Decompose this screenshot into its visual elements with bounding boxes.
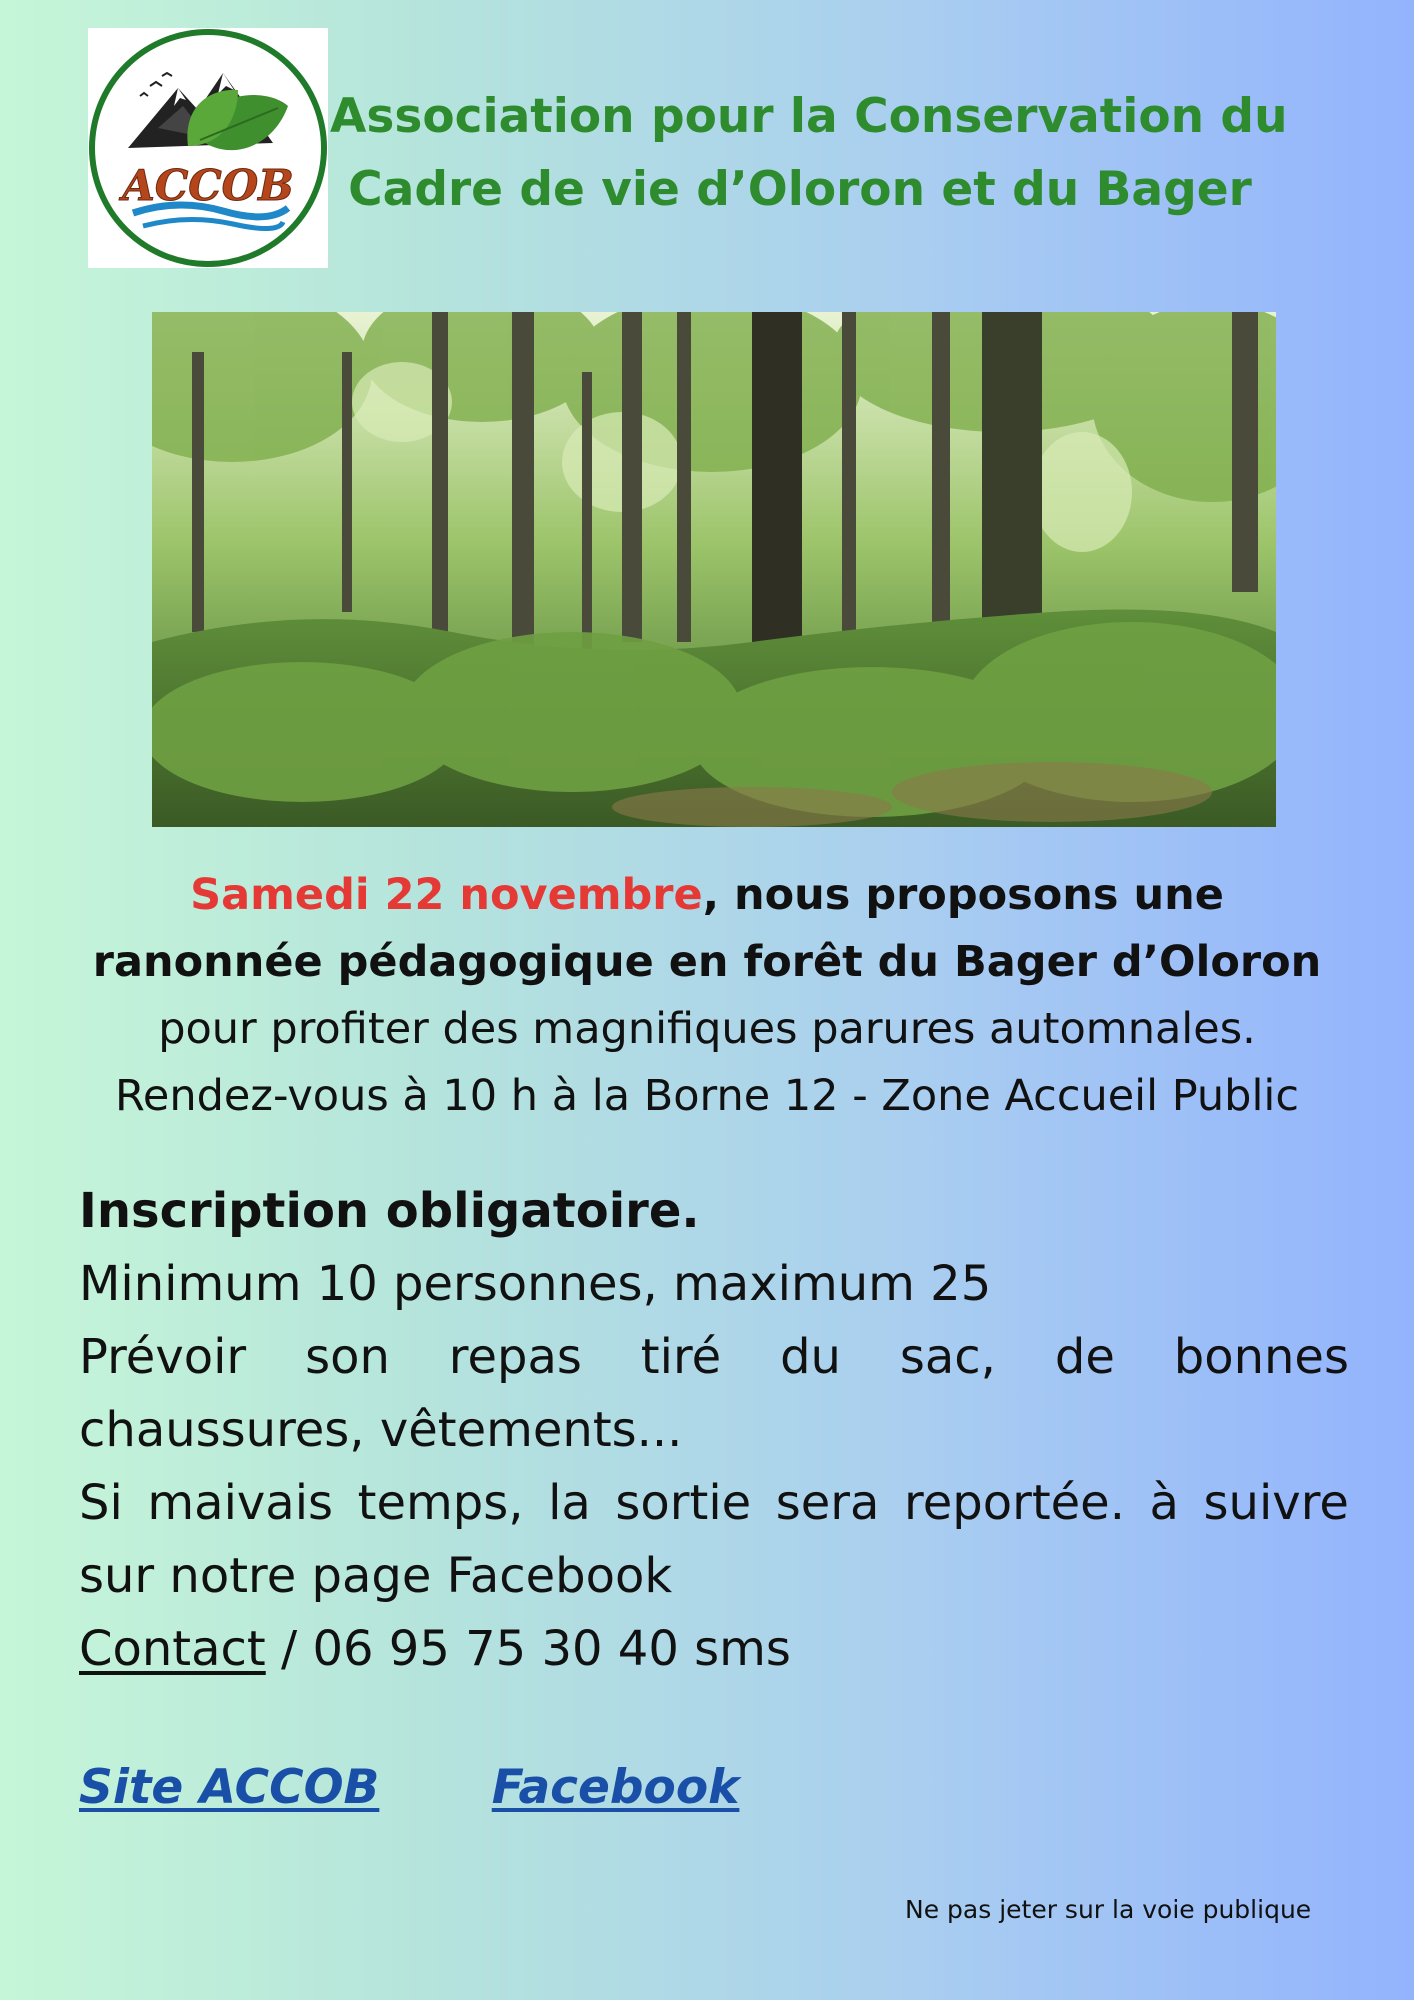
event-intro: , nous proposons une bbox=[702, 870, 1224, 920]
practical-info bbox=[79, 1175, 1349, 1686]
weather-line-2: sur notre page Facebook bbox=[79, 1548, 673, 1604]
word: reportée. bbox=[904, 1475, 1125, 1531]
word: Prévoir bbox=[79, 1329, 247, 1385]
word: sortie bbox=[615, 1475, 752, 1531]
organization-title bbox=[330, 80, 1288, 226]
word: son bbox=[305, 1329, 390, 1385]
word: sera bbox=[775, 1475, 880, 1531]
word: à bbox=[1149, 1475, 1179, 1531]
event-description bbox=[60, 862, 1354, 1130]
bring-line-1 bbox=[79, 1321, 1349, 1394]
word: bonnes bbox=[1173, 1329, 1349, 1385]
title-line-2: Cadre de vie d’Oloron et du Bager bbox=[348, 162, 1252, 217]
word: temps, bbox=[357, 1475, 524, 1531]
bring-line-2: chaussures, vêtements... bbox=[79, 1402, 683, 1458]
event-meeting-point: Rendez-vous à 10 h à la Borne 12 - Zone Accueil Public bbox=[114, 1071, 1299, 1121]
contact-phone: / 06 95 75 30 40 sms bbox=[265, 1621, 791, 1677]
facebook-link[interactable]: Facebook bbox=[491, 1760, 740, 1815]
word: la bbox=[548, 1475, 591, 1531]
word: sac, bbox=[899, 1329, 996, 1385]
event-date: Samedi 22 novembre bbox=[190, 870, 703, 920]
word: repas bbox=[448, 1329, 582, 1385]
word: de bbox=[1054, 1329, 1115, 1385]
word: maivais bbox=[147, 1475, 334, 1531]
event-line-1 bbox=[60, 862, 1354, 929]
site-accob-link[interactable]: Site ACCOB bbox=[79, 1760, 380, 1815]
logo-text: ACCOB bbox=[122, 161, 294, 210]
word: suivre bbox=[1203, 1475, 1349, 1531]
word: tiré bbox=[640, 1329, 722, 1385]
links-row bbox=[79, 1760, 739, 1815]
footer-note: Ne pas jeter sur la voie publique bbox=[905, 1895, 1312, 1924]
event-line-3: pour profiter des magnifiques parures automnales. bbox=[158, 1004, 1256, 1054]
registration-heading: Inscription obligatoire. bbox=[79, 1183, 700, 1239]
contact-line bbox=[79, 1613, 1349, 1686]
accob-logo bbox=[88, 28, 328, 268]
weather-line-1 bbox=[79, 1467, 1349, 1540]
title-line-1: Association pour la Conservation du bbox=[330, 89, 1288, 144]
forest-photo bbox=[152, 312, 1276, 827]
word: du bbox=[780, 1329, 841, 1385]
event-line-2: ranonnée pédagogique en forêt du Bager d’Oloron bbox=[92, 937, 1322, 987]
word: Si bbox=[79, 1475, 123, 1531]
contact-link[interactable]: Contact bbox=[79, 1621, 266, 1677]
capacity-text: Minimum 10 personnes, maximum 25 bbox=[79, 1256, 992, 1312]
